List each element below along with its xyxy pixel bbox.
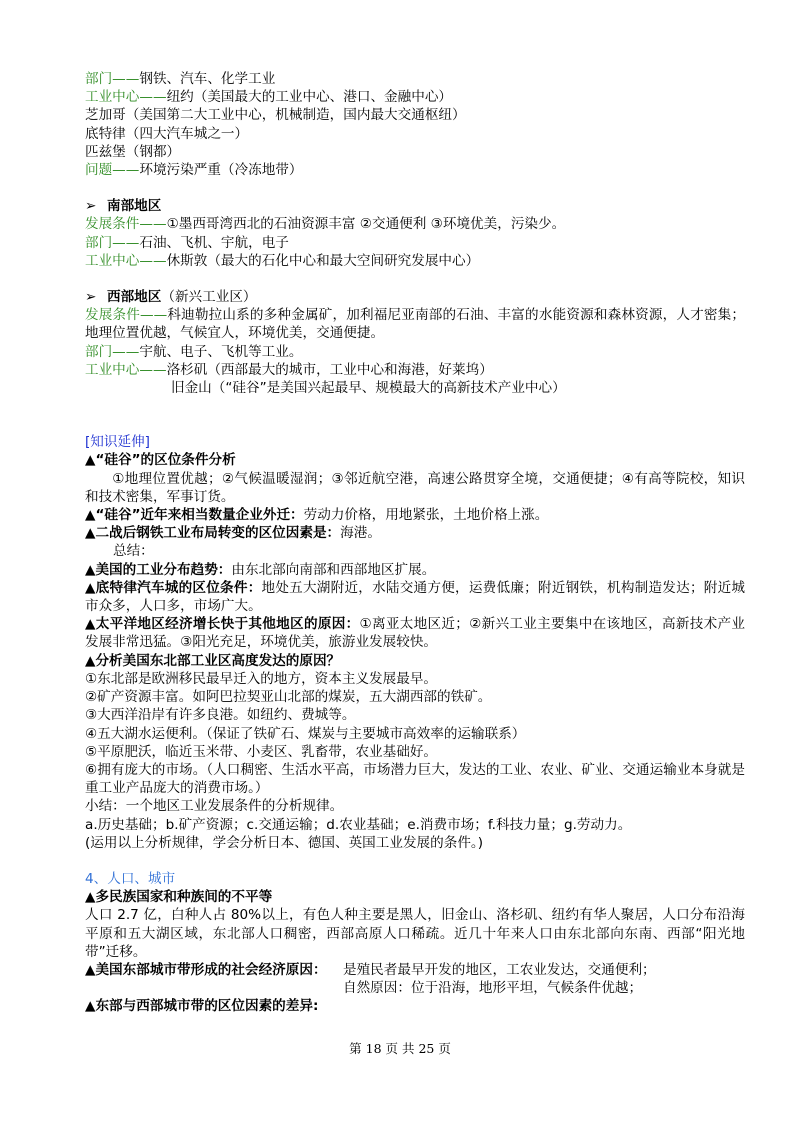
apply-note: (运用以上分析规律，学会分析日本、德国、英国工业发展的条件。) xyxy=(85,834,484,851)
south-departments: 部门——石油、飞机、宇航，电子 xyxy=(85,234,289,251)
line-chicago: 芝加哥（美国第二大工业中心，机械制造，国内最大交通枢纽） xyxy=(85,107,466,124)
label-industrial-center: 工业中心—— xyxy=(85,89,167,106)
summary-label: 总结： xyxy=(113,543,154,560)
industry-trend: ▲美国的工业分布趋势：由东北部向南部和西部地区扩展。 xyxy=(85,561,436,578)
west-center: 工业中心——洛杉矶（西部最大的城市，工业中心和海港，好莱坞） xyxy=(85,361,493,378)
line-pittsburgh: 匹兹堡（钢都） xyxy=(85,143,181,160)
south-center: 工业中心——休斯敦（最大的石化中心和最大空间研究发展中心） xyxy=(85,252,480,269)
west-region-heading: ➢ 西部地区（新兴工业区） xyxy=(85,289,257,306)
northeast-reason: ③大西洋沿岸有许多良港。如纽约、费城等。 xyxy=(85,707,356,724)
multiethnic-title: ▲多民族国家和种族间的不平等 xyxy=(85,889,273,906)
factor-list: a.历史基础；b.矿产资源；c.交通运输；d.农业基础；e.消费市场；f.科技力量；g.劳动力。 xyxy=(85,816,632,833)
south-region-heading: ➢ 南部地区 xyxy=(85,198,162,215)
arrow-bullet-icon: ➢ xyxy=(85,289,97,306)
section-population-heading: 4、人口、城市 xyxy=(85,870,176,887)
page-number-footer: 第 18 页 共 25 页 xyxy=(349,1041,451,1056)
northeast-reason: ④五大湖水运便利。（保证了铁矿石、煤炭与主要城市高效率的运输联系） xyxy=(85,725,526,742)
line-detroit: 底特律（四大汽车城之一） xyxy=(85,125,249,142)
steel-layout-factor: ▲二战后钢铁工业布局转变的区位因素是：海港。 xyxy=(85,525,381,542)
line-industrial-center: 工业中心——纽约（美国最大的工业中心、港口、金融中心） xyxy=(85,89,453,106)
page-content xyxy=(85,70,745,1016)
silicon-valley-relocation: ▲“硅谷”近年来相当数量企业外迁：劳动力价格，用地紧张，土地价格上涨。 xyxy=(85,507,549,524)
northeast-reason: ①东北部是欧洲移民最早迁入的地方，资本主义发展最早。 xyxy=(85,670,438,687)
west-conditions: 发展条件——科迪勒拉山系的多种金属矿，加利福尼亚南部的石油、丰富的水能资源和森林资源，人才密集；地理位置优越，气候宜人，环境优美，交通便捷。 xyxy=(85,307,746,342)
northeast-reason: ②矿产资源丰富。如阿巴拉契亚山北部的煤炭，五大湖西部的铁矿。 xyxy=(85,689,492,706)
northeast-reason: ⑤平原肥沃，临近玉米带、小麦区、乳畜带，农业基础好。 xyxy=(85,743,438,760)
west-san-francisco: 旧金山（“硅谷”是美国兴起最早、规模最大的高新技术产业中心） xyxy=(171,380,566,397)
arrow-bullet-icon: ➢ xyxy=(85,198,97,215)
label-departments: 部门—— xyxy=(85,71,140,87)
east-west-difference: ▲东部与西部城市带的区位因素的差异: xyxy=(85,998,319,1015)
south-conditions: 发展条件——①墨西哥湾西北的石油资源丰富 ②交通便利 ③环境优美，污染少。 xyxy=(85,216,566,233)
west-departments: 部门——宇航、电子、飞机等工业。 xyxy=(85,343,303,360)
east-urban-natural: 自然原因：位于沿海，地形平坦，气候条件优越； xyxy=(343,980,643,997)
summary-rule: 小结：一个地区工业发展条件的分析规律。 xyxy=(85,798,344,815)
east-urban-belt: ▲美国东部城市带形成的社会经济原因： 是殖民者最早开发的地区，工农业发达，交通便利； xyxy=(85,961,656,978)
line-departments: 部门——钢铁、汽车、化学工业 xyxy=(85,71,276,87)
northeast-reason-market: ⑥拥有庞大的市场。（人口稠密、生活水平高，市场潜力巨大，发达的工业、农业、矿业、交通运输业本身就是重工业产品庞大的消费市场。） xyxy=(85,761,745,797)
label-problem: 问题—— xyxy=(85,162,140,179)
line-problem: 问题——环境污染严重（冷冻地带） xyxy=(85,162,303,179)
silicon-valley-title: ▲“硅谷”的区位条件分析 xyxy=(85,452,236,469)
knowledge-extension-heading: [知识延伸] xyxy=(85,434,150,451)
detroit-conditions: ▲底特律汽车城的区位条件：地处五大湖附近，水陆交通方便，运费低廉；附近钢铁，机构制造发达；附近城市众多，人口多，市场广大。 xyxy=(85,579,745,615)
northeast-question: ▲分析美国东北部工业区高度发达的原因？ xyxy=(85,652,341,669)
pacific-growth: ▲太平洋地区经济增长快于其他地区的原因：①离亚太地区近；②新兴工业主要集中在该地区，高新技术产业发展非常迅猛。③阳光充足，环境优美，旅游业发展较快。 xyxy=(85,616,746,651)
population-text: 人口 2.7 亿，白种人占 80%以上，有色人种主要是黑人，旧金山、洛杉矶、纽约有华人聚居，人口分布沿海平原和五大湖区域，东北部人口稠密，西部高原人口稀疏。近几十年来人口由东北部向东南、西部“阳光地带”迁移。 xyxy=(85,907,745,960)
silicon-valley-text: ①地理位置优越；②气候温暖湿润；③邻近航空港，高速公路贯穿全境，交通便捷；④有高等院校，知识和技术密集，军事订货。 xyxy=(85,470,745,505)
